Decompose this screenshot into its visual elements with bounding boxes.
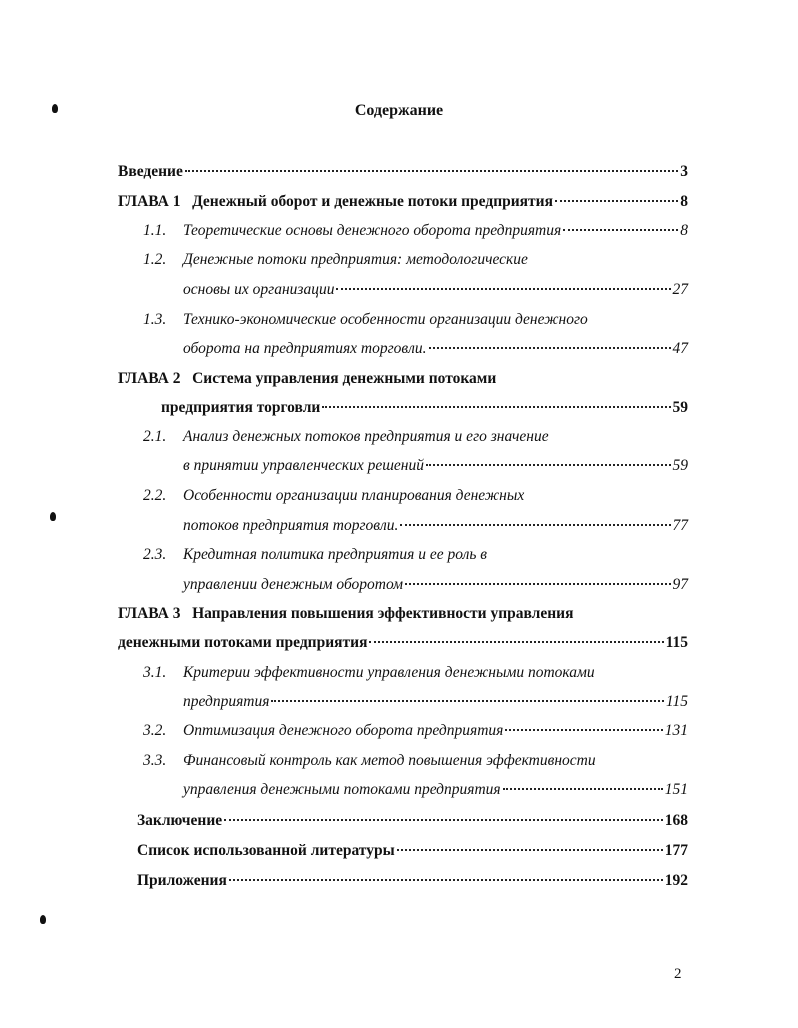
dot-leader (322, 406, 670, 408)
toc-entry-3-3-line-1[interactable] (143, 751, 688, 771)
toc-entry-text: денежными потоками предприятия (118, 634, 368, 651)
toc-entry-text: Технико-экономические особенности организации денежного (183, 311, 588, 328)
section-number: 3.1. (143, 664, 167, 681)
toc-entry-2-2-line-2[interactable] (183, 516, 688, 536)
toc-entry-3-1-line-1[interactable] (143, 663, 688, 683)
toc-entry-chapter-3-line-2[interactable] (118, 633, 688, 653)
toc-entry-text: Оптимизация денежного оборота предприятия (183, 722, 504, 739)
toc-entry-chapter-3-line-1[interactable] (118, 604, 688, 624)
toc-entry-conclusion[interactable] (137, 811, 688, 831)
toc-page-number: 59 (672, 399, 688, 416)
dot-leader (400, 524, 670, 526)
section-number: 2.3. (143, 546, 167, 563)
toc-entry-3-3-line-2[interactable] (183, 780, 688, 800)
toc-page-number: 59 (672, 457, 688, 474)
dot-leader (503, 788, 663, 790)
toc-entry-text: ГЛАВА 3 Направления повышения эффективности управления (118, 605, 574, 622)
toc-entry-text: Критерии эффективности управления денежными потоками (183, 664, 595, 681)
section-number: 1.3. (143, 311, 167, 328)
toc-entry-1-1[interactable] (143, 221, 688, 241)
section-number: 1.2. (143, 251, 167, 268)
toc-entry-text: ГЛАВА 2 Система управления денежными потоками (118, 370, 497, 387)
toc-entry-text: Список использованной литературы (137, 842, 395, 859)
toc-entry-3-1-line-2[interactable] (183, 692, 688, 712)
toc-page-number: 177 (664, 842, 688, 859)
toc-entry-text: Теоретические основы денежного оборота предприятия (183, 222, 562, 239)
dot-leader (429, 347, 671, 349)
dot-leader (426, 464, 671, 466)
toc-page-number: 8 (680, 193, 688, 210)
toc-entry-intro[interactable] (118, 162, 688, 182)
toc-entry-text: управления денежными потоками предприятия (183, 781, 501, 798)
dot-leader (397, 849, 663, 851)
toc-entry-text: Заключение (137, 812, 223, 829)
page-number: 2 (674, 966, 682, 982)
toc-entry-2-1-line-2[interactable] (183, 456, 688, 476)
dot-leader (555, 200, 678, 202)
toc-entry-text: Особенности организации планирования денежных (183, 487, 525, 504)
toc-entry-text: Финансовый контроль как метод повышения эффективности (183, 752, 596, 769)
toc-entry-text: основы их организации (183, 281, 335, 298)
toc-entry-chapter-1[interactable] (118, 192, 688, 212)
section-number: 2.2. (143, 487, 167, 504)
toc-entry-1-3-line-2[interactable] (183, 339, 688, 359)
toc-entry-text: ГЛАВА 1 Денежный оборот и денежные потоки предприятия (118, 193, 553, 210)
toc-entry-text: в принятии управленческих решений (183, 457, 424, 474)
toc-entry-text: Денежные потоки предприятия: методологические (183, 251, 528, 268)
toc-entry-text: Анализ денежных потоков предприятия и его значение (183, 428, 549, 445)
toc-page-number: 192 (664, 872, 688, 889)
section-number: 2.1. (143, 428, 167, 445)
dot-leader (405, 583, 670, 585)
toc-entry-text: Введение (118, 163, 183, 180)
toc-page-number: 3 (680, 163, 688, 180)
toc-entry-text: предприятия (183, 693, 270, 710)
toc-page-number: 115 (665, 693, 688, 710)
toc-entry-references[interactable] (137, 841, 688, 861)
toc-entry-1-2-line-1[interactable] (143, 250, 688, 270)
dot-leader (185, 170, 678, 172)
toc-page-number: 97 (672, 576, 688, 593)
toc-page-number: 8 (680, 222, 688, 239)
toc-entry-text: управлении денежным оборотом (183, 576, 404, 593)
toc-entry-text: потоков предприятия торговли. (183, 517, 399, 534)
toc-entry-chapter-2-line-1[interactable] (118, 369, 688, 389)
page-title: Содержание (354, 102, 444, 119)
toc-page-number: 115 (665, 634, 688, 651)
dot-leader (505, 729, 662, 731)
binding-hole-mark (50, 512, 56, 521)
toc-page-number: 131 (664, 722, 688, 739)
dot-leader (336, 288, 670, 290)
section-number: 3.2. (143, 722, 167, 739)
dot-leader (271, 700, 663, 702)
toc-page-number: 77 (672, 517, 688, 534)
toc-entry-text: оборота на предприятиях торговли. (183, 340, 427, 357)
toc-page-number: 27 (672, 281, 688, 298)
section-number: 3.3. (143, 752, 167, 769)
toc-entry-2-3-line-2[interactable] (183, 575, 688, 595)
toc-entry-1-3-line-1[interactable] (143, 310, 688, 330)
toc-entry-2-3-line-1[interactable] (143, 545, 688, 565)
section-number: 1.1. (143, 222, 167, 239)
toc-entry-3-2[interactable] (143, 721, 688, 741)
dot-leader (369, 641, 663, 643)
toc-entry-text: Приложения (137, 872, 227, 889)
binding-hole-mark (40, 915, 46, 924)
toc-entry-1-2-line-2[interactable] (183, 280, 688, 300)
dot-leader (224, 819, 663, 821)
toc-entry-text: Кредитная политика предприятия и ее роль в (183, 546, 487, 563)
toc-entry-2-2-line-1[interactable] (143, 486, 688, 506)
dot-leader (563, 229, 678, 231)
toc-page-number: 168 (664, 812, 688, 829)
toc-entry-chapter-2-line-2[interactable] (161, 398, 688, 418)
toc-entry-text: предприятия торговли (161, 399, 321, 416)
toc-page-number: 47 (672, 340, 688, 357)
dot-leader (229, 879, 663, 881)
toc-entry-appendices[interactable] (137, 871, 688, 891)
toc-page-number: 151 (664, 781, 688, 798)
toc-entry-2-1-line-1[interactable] (143, 427, 688, 447)
